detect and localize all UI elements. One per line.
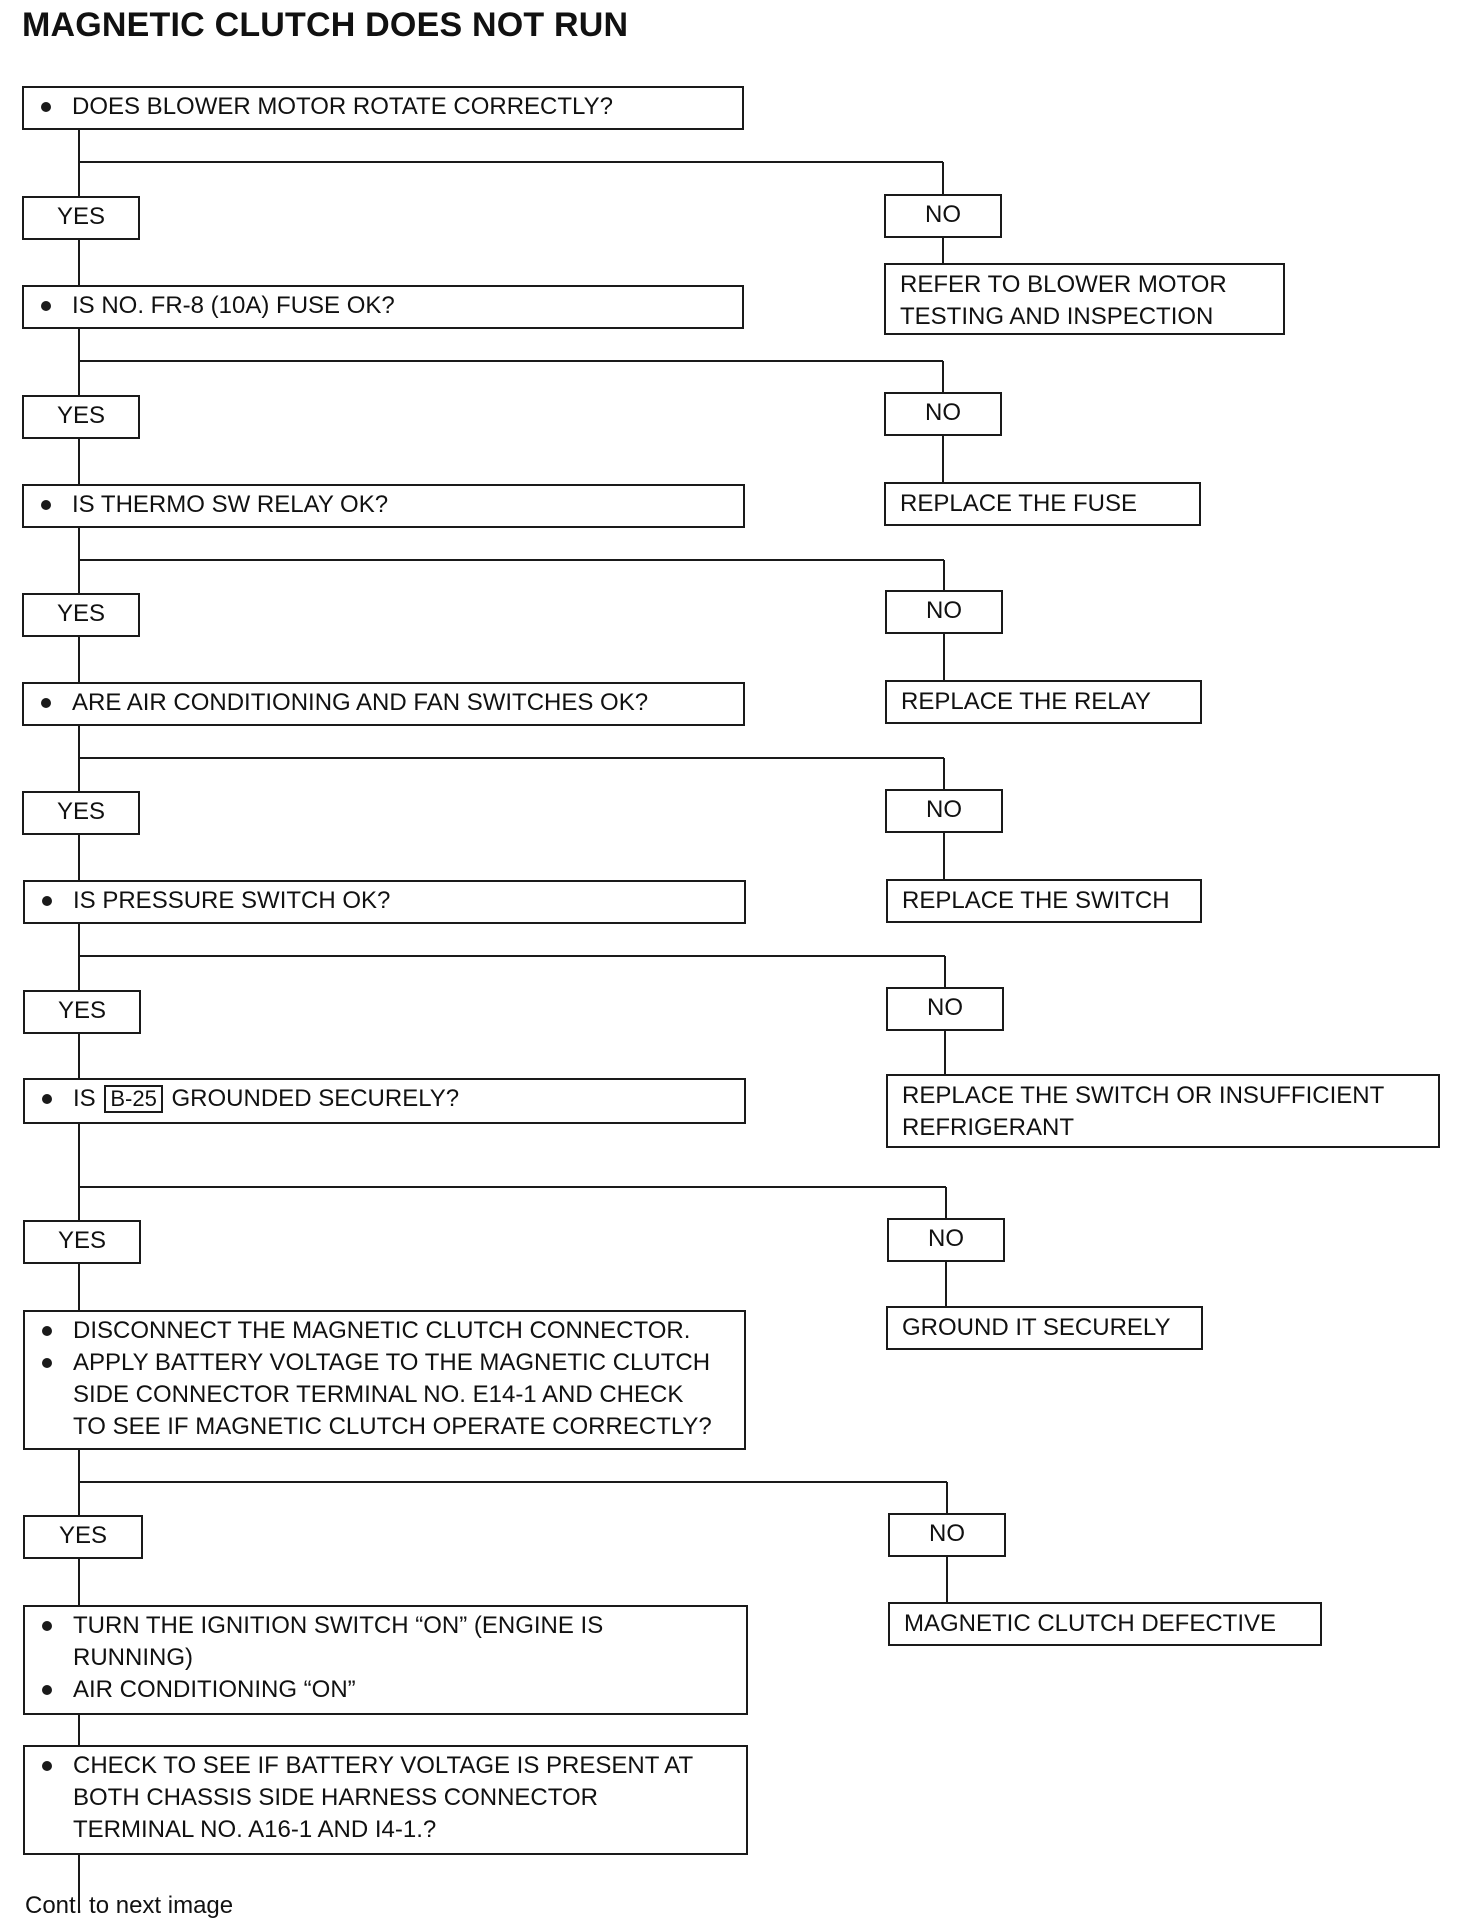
yes-box-6: YES [23,1220,141,1264]
bullet-icon [42,1685,52,1695]
yes-box-5: YES [23,990,141,1034]
question-box-pressure-switch [23,880,746,924]
question-box-fuse [22,285,744,329]
action-text: REPLACE THE SWITCH OR INSUFFICIENT [902,1082,1385,1109]
question-text-suffix: GROUNDED SECURELY? [171,1085,460,1112]
no-box-4: NO [885,789,1003,833]
bullet-icon [41,500,51,510]
no-box-1: NO [884,194,1002,238]
action-box-ground-securely [886,1306,1203,1350]
step-text: TURN THE IGNITION SWITCH “ON” (ENGINE IS [73,1612,604,1639]
question-box-magnetic-clutch-test [23,1310,746,1450]
yes-box-3: YES [22,593,140,637]
action-text: REFRIGERANT [902,1114,1075,1141]
action-box-replace-fuse [884,482,1201,526]
bullet-icon [42,1326,52,1336]
bullet-icon [41,301,51,311]
question-text: SIDE CONNECTOR TERMINAL NO. E14-1 AND CHECK [73,1381,684,1408]
yes-box-1: YES [22,196,140,240]
yes-box-4: YES [22,791,140,835]
question-text: CHECK TO SEE IF BATTERY VOLTAGE IS PRESENT AT [73,1752,694,1779]
no-box-3: NO [885,590,1003,634]
question-box-battery-voltage [23,1745,748,1855]
bullet-icon [41,698,51,708]
question-text-prefix: IS [73,1085,96,1112]
connector-tag: B-25 [104,1085,162,1113]
action-text: TESTING AND INSPECTION [900,303,1214,330]
question-box-b25-ground [23,1078,746,1124]
question-text: IS THERMO SW RELAY OK? [72,491,389,518]
action-text: GROUND IT SECURELY [902,1314,1171,1341]
no-box-6: NO [887,1218,1005,1262]
page-title: MAGNETIC CLUTCH DOES NOT RUN [22,6,629,44]
no-box-5: NO [886,987,1004,1031]
yes-box-2: YES [22,395,140,439]
bullet-icon [41,102,51,112]
action-box-clutch-defective [888,1602,1322,1646]
action-text: REPLACE THE RELAY [901,688,1151,715]
no-box-7: NO [888,1513,1006,1557]
question-text: TO SEE IF MAGNETIC CLUTCH OPERATE CORRECTLY? [73,1413,712,1440]
action-text: REPLACE THE SWITCH [902,887,1170,914]
no-box-2: NO [884,392,1002,436]
bullet-icon [42,1358,52,1368]
question-box-ac-fan-switches [22,682,745,726]
action-box-replace-relay [885,680,1202,724]
bullet-icon [42,1621,52,1631]
bullet-icon [42,896,52,906]
action-box-switch-or-refrigerant [886,1074,1440,1148]
action-text: MAGNETIC CLUTCH DEFECTIVE [904,1610,1277,1637]
question-text: APPLY BATTERY VOLTAGE TO THE MAGNETIC CLUTCH [73,1349,711,1376]
question-text: IS PRESSURE SWITCH OK? [73,887,391,914]
question-box-thermo-relay [22,484,745,528]
question-text: IS NO. FR-8 (10A) FUSE OK? [72,292,395,319]
step-box-ignition-on [23,1605,748,1715]
question-text: ARE AIR CONDITIONING AND FAN SWITCHES OK? [72,689,649,716]
action-box-replace-switch [886,879,1202,923]
step-text: RUNNING) [73,1644,193,1671]
yes-box-7: YES [23,1515,143,1559]
step-text: AIR CONDITIONING “ON” [73,1676,356,1703]
bullet-icon [42,1094,52,1104]
action-box-blower-motor [884,263,1285,335]
continuation-note: Cont. to next image [25,1892,234,1919]
question-text: DOES BLOWER MOTOR ROTATE CORRECTLY? [72,93,613,120]
bullet-icon [42,1761,52,1771]
action-text: REPLACE THE FUSE [900,490,1137,517]
action-text: REFER TO BLOWER MOTOR [900,271,1227,298]
question-box-blower-motor [22,86,744,130]
question-text: DISCONNECT THE MAGNETIC CLUTCH CONNECTOR. [73,1317,691,1344]
question-text: TERMINAL NO. A16-1 AND I4-1.? [73,1816,437,1843]
question-text: BOTH CHASSIS SIDE HARNESS CONNECTOR [73,1784,598,1811]
